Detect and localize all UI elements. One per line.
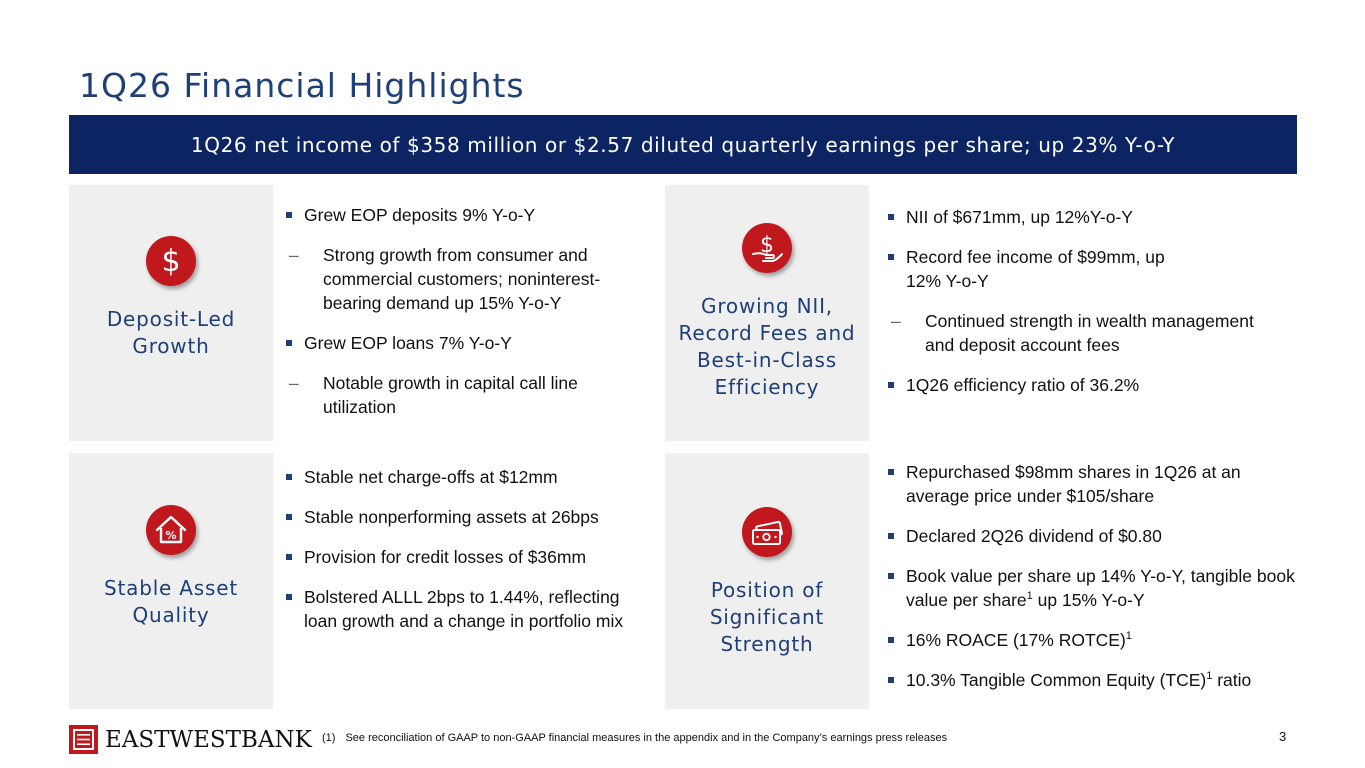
list-item: 16% ROACE (17% ROTCE)$^1$	[887, 628, 1307, 652]
svg-text:$: $	[760, 233, 774, 258]
list-item: Stable net charge-offs at $12mm	[285, 465, 655, 489]
tile-label: Growing NII, Record Fees and Best-in-Class Efficiency	[678, 294, 856, 399]
list-item: 10.3% Tangible Common Equity (TCE)$^1$ ratio	[887, 668, 1307, 692]
list-item: – Notable growth in capital call line utilization	[285, 371, 650, 419]
footnote-text: See reconciliation of GAAP to non-GAAP financial measures in the appendix and in the Company’s earnings press releases	[345, 732, 948, 744]
footnote	[322, 732, 947, 744]
dollar-sign-icon	[146, 236, 196, 286]
list-item: Stable nonperforming assets at 26bps	[285, 505, 655, 529]
nii-bullets	[887, 205, 1287, 413]
list-item: Declared 2Q26 dividend of $0.80	[887, 524, 1307, 548]
eastwest-logo-icon	[69, 725, 98, 754]
headline-text: 1Q26 net income of $358 million or $2.57 diluted quarterly earnings per share; up 23% Y-o-Y	[190, 132, 1176, 157]
house-percent-icon	[146, 505, 196, 555]
tile-deposit-led-growth	[69, 185, 273, 441]
eastwest-bank-logo	[69, 725, 312, 754]
list-item: – Strong growth from consumer and commercial customers; noninterest-bearing demand up 15% Y-o-Y	[285, 243, 650, 315]
list-item: Bolstered ALLL 2bps to 1.44%, reflecting loan growth and a change in portfolio mix	[285, 585, 655, 633]
list-item: Provision for credit losses of $36mm	[285, 545, 655, 569]
list-item: – Continued strength in wealth management and deposit account fees	[887, 309, 1287, 357]
tile-label: Stable Asset Quality	[104, 576, 238, 627]
cash-icon	[742, 507, 792, 557]
logo-wordmark: EASTWESTBANK	[105, 726, 312, 753]
list-item: Repurchased $98mm shares in 1Q26 at an average price under $105/share	[887, 460, 1307, 508]
list-item: 1Q26 efficiency ratio of 36.2%	[887, 373, 1287, 397]
strength-bullets	[887, 460, 1307, 708]
svg-text:$: $	[161, 244, 181, 279]
list-item: Grew EOP loans 7% Y-o-Y	[285, 331, 650, 355]
list-item: NII of $671mm, up 12%Y-o-Y	[887, 205, 1287, 229]
list-item: Grew EOP deposits 9% Y-o-Y	[285, 203, 650, 227]
deposit-bullets	[285, 203, 650, 435]
tile-stable-asset-quality	[69, 453, 273, 709]
svg-text:%: %	[165, 529, 177, 542]
tile-label: Deposit-Led Growth	[106, 307, 236, 358]
quality-bullets	[285, 465, 655, 649]
tile-label: Position of Significant Strength	[709, 577, 825, 656]
footnote-number: (1)	[322, 732, 336, 744]
headline-banner	[69, 115, 1297, 174]
tile-growing-nii	[665, 185, 869, 441]
dollar-hand-icon	[742, 223, 792, 273]
list-item: Record fee income of $99mm, up 12% Y-o-Y	[887, 245, 1287, 293]
page-number: 3	[1279, 729, 1287, 744]
page-title: 1Q26 Financial Highlights	[79, 66, 525, 105]
tile-position-of-strength	[665, 453, 869, 709]
list-item: Book value per share up 14% Y-o-Y, tangible book value per share$^1$ up 15% Y-o-Y	[887, 564, 1307, 612]
